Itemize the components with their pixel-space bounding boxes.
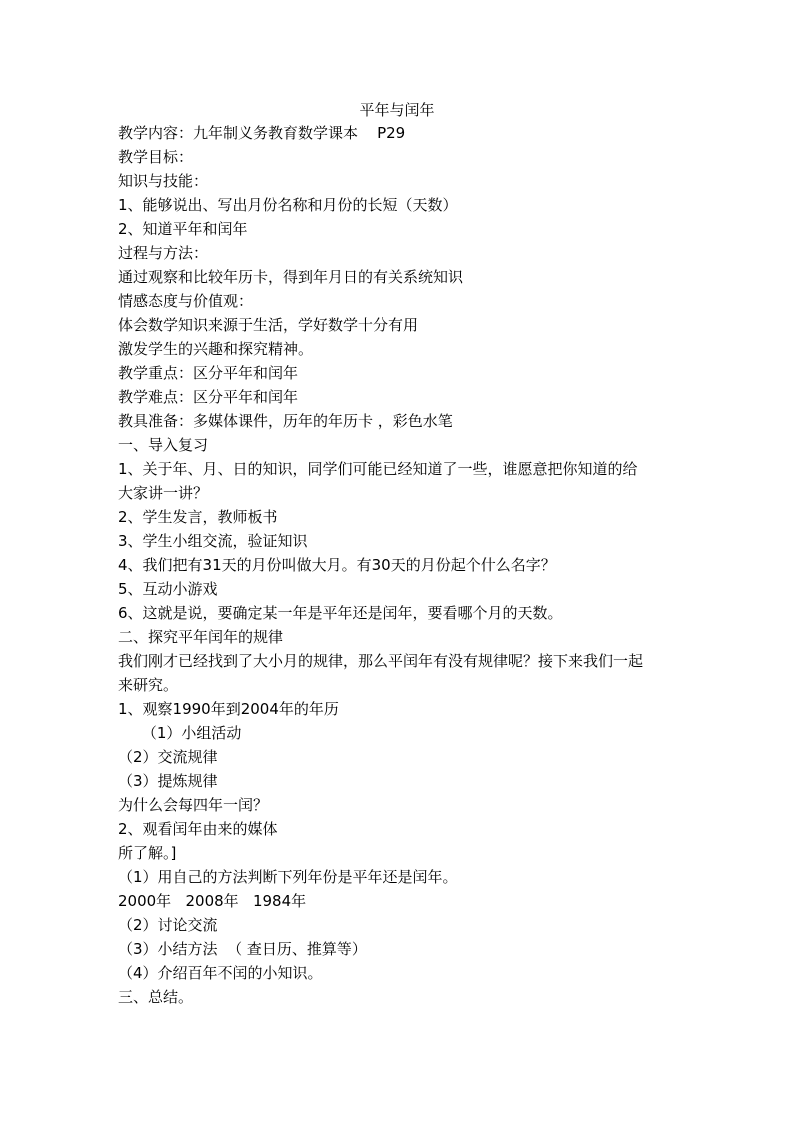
line-section-2-sub-1: （1）小组活动 (118, 724, 242, 742)
line-teaching-goals-heading: 教学目标： (118, 148, 194, 166)
line-section-1-item-6: 6、这就是说，要确定某一年是平年还是闰年，要看哪个月的天数。 (118, 604, 563, 622)
line-teaching-aids: 教具准备：多媒体课件，历年的年历卡 ，彩色水笔 (118, 412, 453, 430)
line-section-2-question: 为什么会每四年一闰？ (118, 796, 269, 814)
line-key-point: 教学重点：区分平年和闰年 (118, 364, 299, 382)
line-section-2-exercise-2: （2）讨论交流 (118, 916, 218, 934)
line-difficult-point: 教学难点：区分平年和闰年 (118, 388, 299, 406)
line-goal-1: 1、能够说出、写出月份名称和月份的长短（天数） (118, 196, 458, 214)
line-section-2-heading: 二、探究平年闰年的规律 (118, 628, 284, 646)
line-process-method-text: 通过观察和比较年历卡，得到年月日的有关系统知识 (118, 268, 464, 286)
document-body (118, 121, 688, 1009)
line-section-1-item-3: 3、学生小组交流，验证知识 (118, 532, 308, 550)
line-section-2-intro-a: 我们刚才已经找到了大小月的规律，那么平闰年有没有规律呢？接下来我们一起 (118, 652, 644, 670)
line-section-1-item-2: 2、学生发言，教师板书 (118, 508, 278, 526)
line-section-2-exercise-3: （3）小结方法 （ 查日历、推算等） (118, 940, 367, 958)
document-title: 平年与闰年 (359, 101, 435, 119)
line-section-3-heading: 三、总结。 (118, 988, 194, 1006)
line-section-1-item-5: 5、互动小游戏 (118, 580, 218, 598)
line-section-2-sub-2: （2）交流规律 (118, 748, 218, 766)
line-section-1-item-1a: 1、关于年、月、日的知识，同学们可能已经知道了一些，谁愿意把你知道的给 (118, 460, 638, 478)
line-section-2-item-2: 2、观看闰年由来的媒体 (118, 820, 278, 838)
line-teaching-content: 教学内容：九年制义务教育数学课本 P29 (118, 124, 406, 142)
line-section-2-exercise-4: （4）介绍百年不闰的小知识。 (118, 964, 323, 982)
line-section-2-intro-b: 来研究。 (118, 676, 179, 694)
line-attitude-text-1: 体会数学知识来源于生活，学好数学十分有用 (118, 316, 419, 334)
line-section-2-years: 2000年 2008年 1984年 (118, 892, 307, 910)
line-process-method-heading: 过程与方法： (118, 244, 209, 262)
line-attitude-heading: 情感态度与价值观： (118, 292, 254, 310)
line-knowledge-skills-heading: 知识与技能： (118, 172, 209, 190)
line-attitude-text-2: 激发学生的兴趣和探究精神。 (118, 340, 314, 358)
line-section-2-exercise-1: （1）用自己的方法判断下列年份是平年还是闰年。 (118, 868, 458, 886)
line-section-1-heading: 一、导入复习 (118, 436, 209, 454)
line-section-2-sub-3: （3）提炼规律 (118, 772, 218, 790)
line-section-1-item-1b: 大家讲一讲？ (118, 484, 209, 502)
line-section-2-understanding: 所了解。] (118, 844, 177, 862)
line-goal-2: 2、知道平年和闰年 (118, 220, 248, 238)
line-section-2-item-1: 1、观察1990年到2004年的年历 (118, 700, 339, 718)
line-section-1-item-4: 4、我们把有31天的月份叫做大月。有30天的月份起个什么名字？ (118, 556, 556, 574)
